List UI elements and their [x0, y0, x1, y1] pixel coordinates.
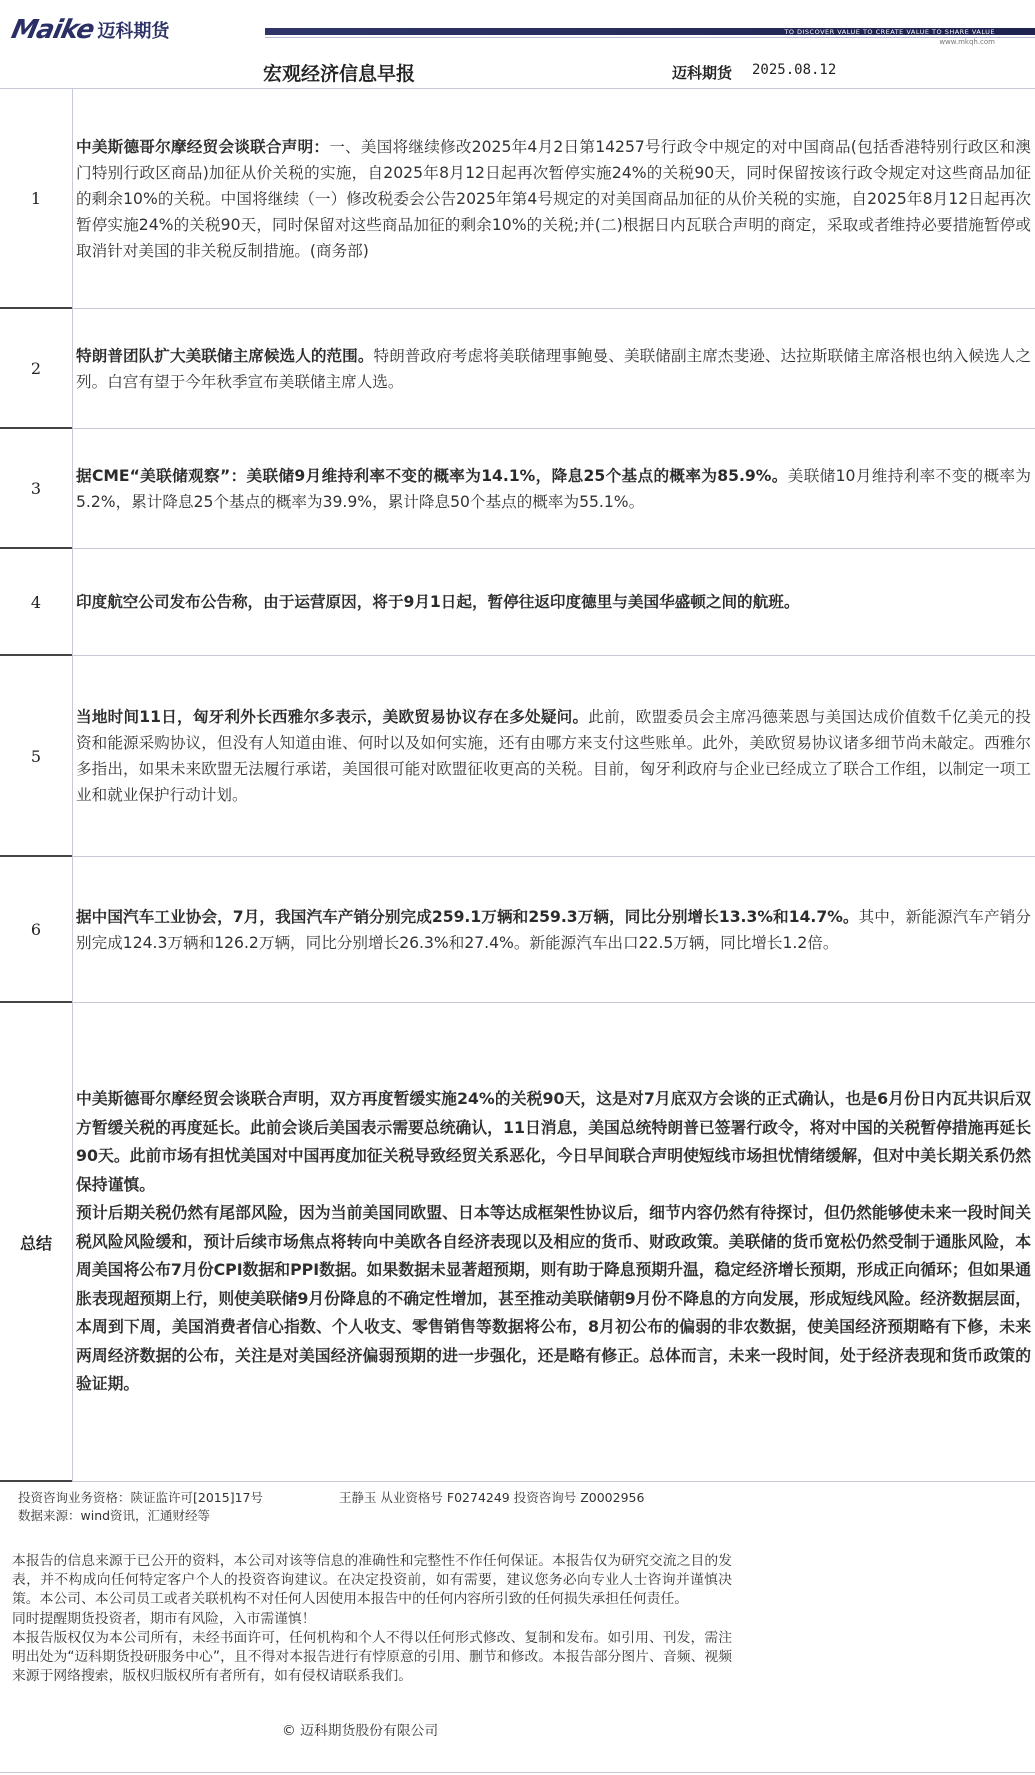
logo-chinese-name: 迈科期货 [97, 21, 170, 42]
report-meta [18, 1489, 644, 1525]
copyright-notice: 本报告版权仅为本公司所有，未经书面许可，任何机构和个人不得以任何形式修改、复制和发布。如引用、刊发，需注明出处为“迈科期货投研服务中心”，且不得对本报告进行有悖原意的引用、删节和修改。本报告部分图片、音频、视频来源于网络搜索，版权归版权所有者所有，如有侵权请联系我们。 [12, 1629, 732, 1685]
news-body: 特朗普政府考虑将美联储理事鲍曼、美联储副主席杰斐逊、达拉斯联储主席洛根也纳入候选人之列。白宫有望于今年秋季宣布美联储主席人选。 [76, 346, 1031, 391]
news-row [0, 656, 1035, 857]
brand-divider [265, 37, 1035, 38]
news-number: 4 [0, 549, 73, 655]
news-number: 1 [0, 89, 73, 308]
news-row [0, 89, 1035, 309]
data-source: 数据来源：wind资讯，汇通财经等 [18, 1508, 211, 1523]
news-content [76, 857, 1031, 1002]
news-row [0, 857, 1035, 1003]
company-logo [8, 15, 170, 45]
report-title: 宏观经济信息早报 [263, 63, 416, 85]
disclaimer-paragraph: 本报告的信息来源于已公开的资料，本公司对该等信息的准确性和完整性不作任何保证。本报告仅为研究交流之目的发表，并不构成向任何特定客户个人的投资咨询建议。在决定投资前，如有需要，建议您务必向专业人士咨询并谨慎决策。本公司、本公司员工或者关联机构不对任何人因使用本报告中的任何内容所引致的任何损失承担任何责任。 [12, 1553, 732, 1608]
news-content [76, 656, 1031, 856]
analyst-info: 王静玉 从业资格号 F0274249 投资咨询号 Z0002956 [338, 1490, 645, 1505]
news-number: 5 [0, 656, 73, 856]
website-url: www.mkqh.com [939, 38, 995, 46]
brand-tagline: TO DISCOVER VALUE TO CREATE VALUE TO SHARE VALUE [784, 28, 995, 36]
news-table [0, 88, 1035, 1482]
bottom-divider [0, 1772, 1035, 1773]
summary-paragraph: 预计后期关税仍然有尾部风险，因为当前美国同欧盟、日本等达成框架性协议后，细节内容仍然有待探讨，但仍然能够使未来一段时间关税风险风险缓和，预计后续市场焦点将转向中美欧各自经济表现以及相应的货币、财政政策。美联储的货币宽松仍然受制于通胀风险，本周美国将公布7月份CPI数据和PPI数据。如果数据未显著超预期，则有助于降息预期升温，稳定经济增长预期，形成正向循环；但如果通胀表现超预期上行，则使美联储9月份降息的不确定性增加，甚至推动美联储朝9月份不降息的方向发展，形成短线风险。经济数据层面，本周到下周，美国消费者信心指数、个人收支、零售销售等数据将公布，8月初公布的偏弱的非农数据，使美国经济预期略有下修，未来两周经济数据的公布，关注是对美国经济偏弱预期的进一步强化，还是略有修正。总体而言，未来一段时间，处于经济表现和货币政策的验证期。 [76, 1203, 1031, 1394]
summary-content [76, 1003, 1031, 1481]
news-number: 6 [0, 857, 73, 1002]
news-headline: 据CME“美联储观察”：美联储9月维持利率不变的概率为14.1%，降息25个基点的概率为85.9%。 [76, 466, 788, 485]
copyright-line: © 迈科期货股份有限公司 [282, 1723, 439, 1739]
news-body: 其中，新能源汽车产销分别完成124.3万辆和126.2万辆，同比分别增长26.3%和27.4%。新能源汽车出口22.5万辆，同比增长1.2倍。 [76, 907, 1031, 952]
news-headline: 特朗普团队扩大美联储主席候选人的范围。 [76, 346, 374, 365]
title-row [0, 54, 1035, 88]
news-number: 2 [0, 309, 73, 428]
news-content [76, 549, 1031, 655]
news-number: 3 [0, 429, 73, 548]
report-company: 迈科期货 [672, 64, 733, 82]
news-content [76, 429, 1031, 548]
news-body: 一、美国将继续修改2025年4月2日第14257号行政令中规定的对中国商品(包括香港特别行政区和澳门特别行政区商品)加征从价关税的实施，自2025年8月12日起再次暂停实施24%的关税90天，同时保留按该行政令规定对这些商品加征的剩余10%的关税。中国将继续（一）修改税委会公告2025年第4号规定的对美国商品加征的从价关税的实施，自2025年8月12日起再次暂停实施24%的关税90天，同时保留对这些商品加征的剩余10%的关税;并(二)根据日内瓦联合声明的商定，采取或者维持必要措施暂停或取消针对美国的非关税反制措施。(商务部) [76, 137, 1031, 260]
logo-wordmark: Maike [8, 15, 97, 45]
news-body: 此前，欧盟委员会主席冯德莱恩与美国达成价值数千亿美元的投资和能源采购协议，但没有人知道由谁、何时以及如何实施，还有由哪方来支付这些账单。此外，美欧贸易协议诸多细节尚未敲定。西雅尔多指出，如果未来欧盟无法履行承诺，美国很可能对欧盟征收更高的关税。目前，匈牙利政府与企业已经成立了联合工作组，以制定一项工业和就业保护行动计划。 [76, 708, 1031, 804]
report-date: 2025.08.12 [752, 62, 837, 78]
news-row [0, 309, 1035, 429]
news-headline: 印度航空公司发布公告称，由于运营原因，将于9月1日起，暂停往返印度德里与美国华盛顿之间的航班。 [76, 593, 800, 611]
news-headline: 中美斯德哥尔摩经贸会谈联合声明： [76, 137, 330, 156]
report-header [0, 0, 1035, 54]
summary-paragraph: 中美斯德哥尔摩经贸会谈联合声明，双方再度暂缓实施24%的关税90天，这是对7月底双方会谈的正式确认，也是6月份日内瓦共识后双方暂缓关税的再度延长。此前会谈后美国表示需要总统确认，11日消息，美国总统特朗普已签署行政令，将对中国的关税暂停措施再延长90天。此前市场有担忧美国对中国再度加征关税导致经贸关系恶化，今日早间联合声明使短线市场担忧情绪缓解，但对中美长期关系仍然保持谨慎。 [76, 1089, 1031, 1194]
news-body: 美联储10月维持利率不变的概率为5.2%，累计降息25个基点的概率为39.9%，累计降息50个基点的概率为55.1%。 [76, 466, 1032, 511]
news-row [0, 429, 1035, 549]
summary-label: 总结 [0, 1003, 73, 1481]
news-content [76, 309, 1031, 428]
summary-row [0, 1003, 1035, 1482]
news-content [76, 89, 1031, 308]
qualification-text: 投资咨询业务资格：陕证监许可[2015]17号 [18, 1490, 263, 1505]
disclaimer [12, 1552, 732, 1686]
news-row [0, 549, 1035, 656]
risk-warning: 同时提醒期货投资者，期市有风险，入市需谨慎！ [12, 1610, 316, 1627]
news-headline: 当地时间11日，匈牙利外长西雅尔多表示，美欧贸易协议存在多处疑问。 [76, 708, 589, 726]
news-headline: 据中国汽车工业协会，7月，我国汽车产销分别完成259.1万辆和259.3万辆，同比分别增长13.3%和14.7%。 [76, 907, 859, 926]
